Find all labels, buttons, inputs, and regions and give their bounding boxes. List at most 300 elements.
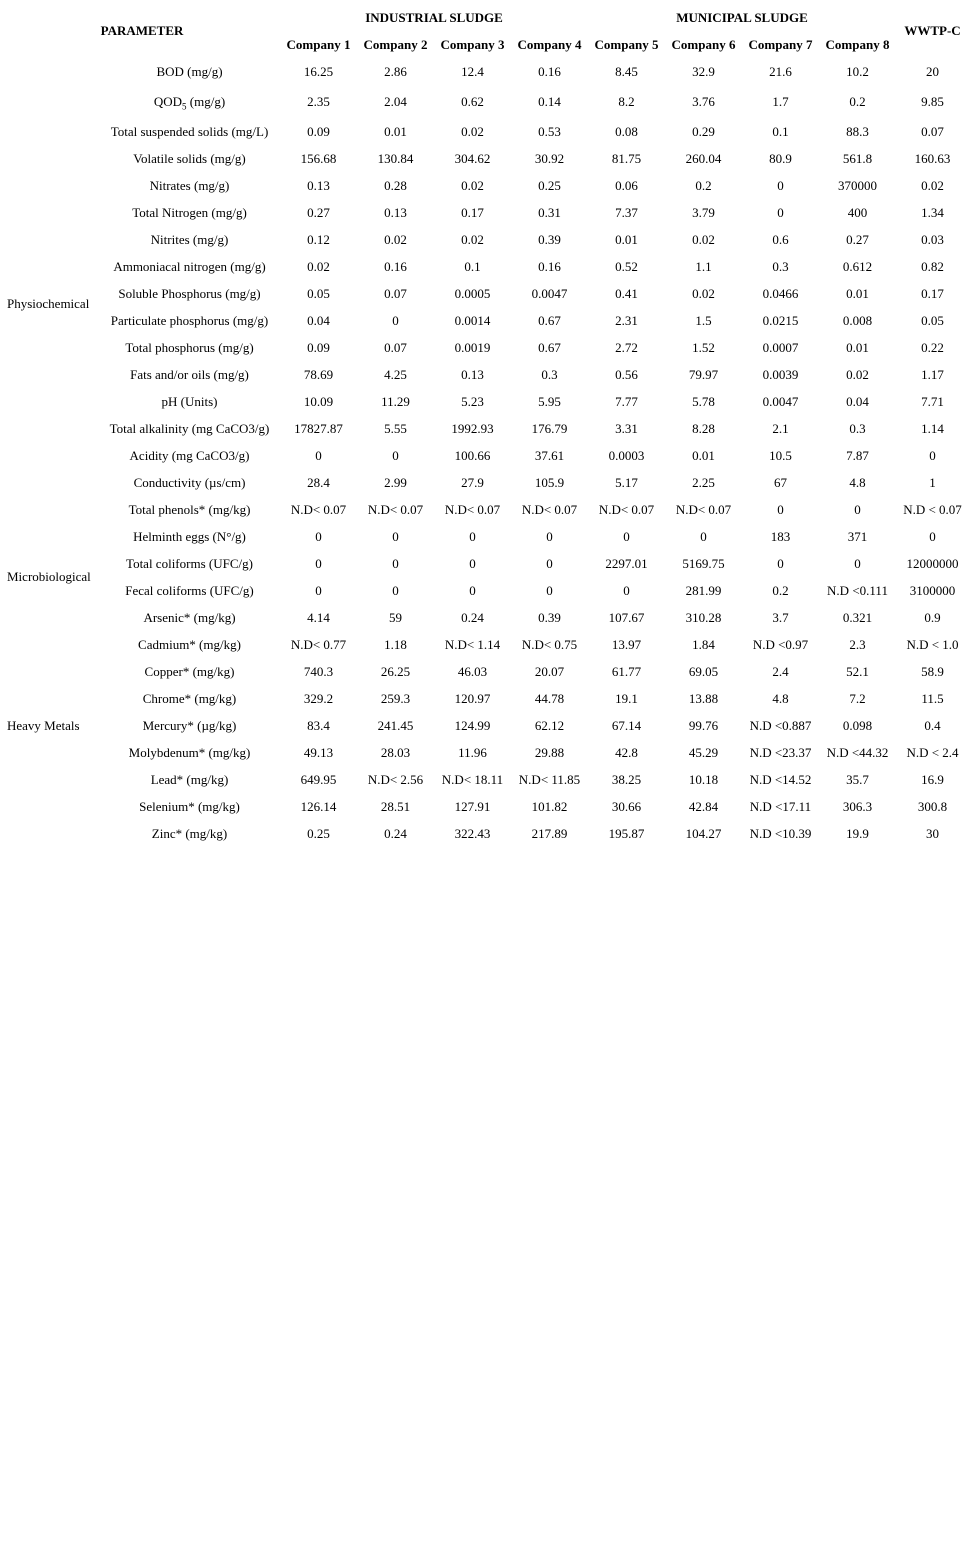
table-cell: 9.85 <box>921 93 944 109</box>
municipal-sludge-header: MUNICIPAL SLUDGE <box>676 9 808 25</box>
table-cell: 8.2 <box>618 93 635 109</box>
table-cell: 740.3 <box>303 663 334 679</box>
table-cell: 0 <box>469 528 476 544</box>
table-cell: 30.66 <box>611 798 642 814</box>
table-cell: 7.87 <box>846 447 869 463</box>
table-cell: 561.8 <box>842 150 873 166</box>
table-cell: 0.6 <box>772 231 789 247</box>
table-row <box>4 604 969 631</box>
table-cell: 0.04 <box>307 312 330 328</box>
table-cell: 28.03 <box>380 744 411 760</box>
table-cell: 0.09 <box>307 123 330 139</box>
table-cell: 13.97 <box>611 636 642 652</box>
table-body <box>4 58 969 847</box>
table-cell: 0.39 <box>538 231 561 247</box>
parameter-label: Mercury* (µg/kg) <box>142 717 237 733</box>
table-cell: 101.82 <box>531 798 568 814</box>
table-cell: 1.5 <box>695 312 712 328</box>
table-cell: 0.01 <box>846 339 869 355</box>
table-row <box>4 793 969 820</box>
table-cell: 0.321 <box>842 609 873 625</box>
table-cell: 0 <box>777 555 784 571</box>
parameter-label: Particulate phosphorus (mg/g) <box>110 312 269 328</box>
table-cell: 8.45 <box>615 63 638 79</box>
table-cell: 0 <box>392 528 399 544</box>
table-cell: 0 <box>392 582 399 598</box>
table-cell: 300.8 <box>917 798 948 814</box>
table-cell: N.D< 0.77 <box>290 636 347 652</box>
table-cell: 16.25 <box>303 63 334 79</box>
company-5-header: Company 5 <box>594 36 659 52</box>
table-cell: 2.4 <box>772 663 789 679</box>
table-cell: 0.17 <box>461 204 484 220</box>
table-cell: 217.89 <box>531 825 568 841</box>
table-row <box>4 361 969 388</box>
parameter-label: Soluble Phosphorus (mg/g) <box>118 285 261 301</box>
table-cell: 7.2 <box>849 690 866 706</box>
table-cell: 0.03 <box>921 231 944 247</box>
table-cell: 5.78 <box>692 393 715 409</box>
table-row <box>4 253 969 280</box>
table-cell: 0.0003 <box>608 447 645 463</box>
table-cell: 0.41 <box>615 285 638 301</box>
table-cell: 3100000 <box>909 582 956 598</box>
table-cell: 0.12 <box>307 231 330 247</box>
table-row <box>4 577 969 604</box>
table-cell: 81.75 <box>611 150 642 166</box>
table-cell: 59 <box>389 609 402 625</box>
parameter-label: pH (Units) <box>161 393 218 409</box>
table-cell: N.D< 0.07 <box>444 501 501 517</box>
table-cell: 0.3 <box>772 258 789 274</box>
company-8-header: Company 8 <box>825 36 890 52</box>
table-cell: 19.1 <box>615 690 638 706</box>
table-row <box>4 712 969 739</box>
table-cell: 2297.01 <box>605 555 648 571</box>
table-cell: 5.23 <box>461 393 484 409</box>
table-cell: 0.07 <box>384 285 407 301</box>
table-row <box>4 199 969 226</box>
parameter-label: Fecal coliforms (UFC/g) <box>125 582 254 598</box>
table-cell: 88.3 <box>846 123 869 139</box>
table-cell: 0 <box>700 528 707 544</box>
table-cell: 304.62 <box>454 150 491 166</box>
table-cell: 28.4 <box>307 474 330 490</box>
table-cell: 11.5 <box>921 690 944 706</box>
table-cell: 32.9 <box>692 63 715 79</box>
table-cell: 0 <box>623 582 630 598</box>
table-row <box>4 280 969 307</box>
table-cell: 2.35 <box>307 93 330 109</box>
table-cell: 0.09 <box>307 339 330 355</box>
table-cell: 0.4 <box>924 717 941 733</box>
table-cell: 0.25 <box>538 177 561 193</box>
table-cell: 20.07 <box>534 663 565 679</box>
table-cell: N.D< 18.11 <box>441 771 504 787</box>
table-cell: 1992.93 <box>451 420 494 436</box>
qod-label-unit: (mg/g) <box>186 93 226 109</box>
table-cell: 104.27 <box>685 825 722 841</box>
table-cell: 3.76 <box>692 93 715 109</box>
table-cell: 4.14 <box>307 609 330 625</box>
qod-label-main: QOD <box>153 93 183 109</box>
table-cell: 0.0007 <box>762 339 799 355</box>
table-cell: 2.31 <box>615 312 638 328</box>
parameter-label: Copper* (mg/kg) <box>144 663 235 679</box>
parameter-label: Conductivity (µs/cm) <box>133 474 246 490</box>
table-cell: 0.07 <box>384 339 407 355</box>
table-cell: 1.17 <box>921 366 944 382</box>
table-cell: 10.5 <box>769 447 792 463</box>
table-cell: 0.02 <box>921 177 944 193</box>
table-row <box>4 496 969 523</box>
table-row <box>4 307 969 334</box>
table-cell: 1.34 <box>921 204 944 220</box>
table-cell: 130.84 <box>377 150 414 166</box>
table-cell: 0.24 <box>461 609 484 625</box>
table-cell: 46.03 <box>457 663 488 679</box>
table-cell: 30 <box>926 825 939 841</box>
table-row <box>4 85 969 118</box>
table-cell: 52.1 <box>846 663 869 679</box>
table-cell: 13.88 <box>688 690 719 706</box>
table-cell: 3.31 <box>615 420 638 436</box>
category-heavy-metals: Heavy Metals <box>7 717 80 733</box>
table-row <box>4 523 969 550</box>
table-cell: 42.84 <box>688 798 719 814</box>
table-cell: 10.09 <box>303 393 334 409</box>
company-3-header: Company 3 <box>440 36 505 52</box>
table-cell: N.D < 0.07 <box>903 501 962 517</box>
parameter-header: PARAMETER <box>100 23 184 38</box>
table-cell: 0.02 <box>461 231 484 247</box>
table-row <box>4 766 969 793</box>
table-cell: 0.2 <box>772 582 789 598</box>
table-cell: 0.06 <box>615 177 638 193</box>
table-cell: 45.29 <box>688 744 719 760</box>
table-cell: 10.2 <box>846 63 869 79</box>
parameter-label: Ammoniacal nitrogen (mg/g) <box>113 258 266 274</box>
table-cell: 0.17 <box>921 285 944 301</box>
table-cell: N.D< 0.07 <box>521 501 578 517</box>
table-cell: 0.008 <box>842 312 873 328</box>
table-cell: 11.96 <box>458 744 487 760</box>
table-cell: 310.28 <box>685 609 722 625</box>
table-cell: 100.66 <box>454 447 491 463</box>
table-cell: 17827.87 <box>294 420 343 436</box>
table-cell: 183 <box>770 528 791 544</box>
table-cell: 0.16 <box>538 63 561 79</box>
table-cell: 0.02 <box>846 366 869 382</box>
table-cell: 649.95 <box>300 771 337 787</box>
company-6-header: Company 6 <box>671 36 736 52</box>
parameter-label: Total alkalinity (mg CaCO3/g) <box>109 420 270 436</box>
table-cell: 28.51 <box>380 798 411 814</box>
table-cell: 30.92 <box>534 150 565 166</box>
table-row <box>4 550 969 577</box>
table-cell: 1 <box>929 474 936 490</box>
sludge-parameter-table <box>4 4 969 847</box>
table-cell: 0.16 <box>538 258 561 274</box>
table-cell: 0.67 <box>538 312 561 328</box>
table-cell: 69.05 <box>688 663 719 679</box>
table-cell: 3.79 <box>692 204 715 220</box>
table-cell: 5.95 <box>538 393 561 409</box>
table-row <box>4 469 969 496</box>
table-cell: 0.13 <box>461 366 484 382</box>
parameter-label: Total suspended solids (mg/L) <box>110 123 269 139</box>
table-cell: 0 <box>546 528 553 544</box>
parameter-label: Nitrites (mg/g) <box>150 231 229 247</box>
table-cell: 21.6 <box>769 63 792 79</box>
table-cell: 0.02 <box>461 123 484 139</box>
table-cell: 0.0005 <box>454 285 491 301</box>
table-cell: 281.99 <box>685 582 722 598</box>
table-cell: N.D < 2.4 <box>906 744 959 760</box>
parameter-label: Selenium* (mg/kg) <box>139 798 240 814</box>
table-cell: 19.9 <box>846 825 869 841</box>
table-cell: 8.28 <box>692 420 715 436</box>
table-row <box>4 145 969 172</box>
table-cell: 0.39 <box>538 609 561 625</box>
table-cell: 0 <box>777 204 784 220</box>
table-cell: 0.01 <box>384 123 407 139</box>
table-cell: 35.7 <box>846 771 869 787</box>
table-cell: 10.18 <box>688 771 719 787</box>
table-cell: 5169.75 <box>682 555 725 571</box>
table-cell: 0 <box>392 447 399 463</box>
parameter-label: Molybdenum* (mg/kg) <box>128 744 251 760</box>
table-cell: 7.77 <box>615 393 638 409</box>
table-cell: 5.17 <box>615 474 638 490</box>
table-cell: 1.18 <box>384 636 407 652</box>
header-row-groups <box>4 4 969 31</box>
table-cell: 0.2 <box>695 177 712 193</box>
table-cell: 176.79 <box>531 420 568 436</box>
table-cell: 83.4 <box>307 717 330 733</box>
company-2-header: Company 2 <box>363 36 428 52</box>
table-cell: 259.3 <box>380 690 411 706</box>
table-cell: 0 <box>392 555 399 571</box>
table-cell: N.D< 0.07 <box>675 501 732 517</box>
table-cell: 61.77 <box>611 663 642 679</box>
table-cell: 0 <box>854 555 861 571</box>
parameter-label: Nitrates (mg/g) <box>149 177 230 193</box>
table-row <box>4 442 969 469</box>
parameter-label: Total phenols* (mg/kg) <box>128 501 251 517</box>
table-row <box>4 739 969 766</box>
table-cell: 0.0047 <box>531 285 568 301</box>
table-cell: 1.14 <box>921 420 944 436</box>
table-cell: 0.67 <box>538 339 561 355</box>
table-cell: 62.12 <box>534 717 565 733</box>
table-cell: 67.14 <box>611 717 642 733</box>
table-cell: 0 <box>929 528 936 544</box>
table-cell: 0 <box>392 312 399 328</box>
table-cell: 44.78 <box>534 690 565 706</box>
table-cell: 2.3 <box>849 636 866 652</box>
table-cell: 20 <box>926 63 939 79</box>
parameter-label: Cadmium* (mg/kg) <box>138 636 241 652</box>
table-cell: 1.84 <box>692 636 715 652</box>
wwtp-header: WWTP-C <box>904 23 961 38</box>
parameter-label: Total phosphorus (mg/g) <box>125 339 254 355</box>
table-cell: 0.01 <box>615 231 638 247</box>
table-cell: 0 <box>623 528 630 544</box>
table-row <box>4 631 969 658</box>
table-cell: 80.9 <box>769 150 792 166</box>
table-cell: 27.9 <box>461 474 484 490</box>
parameter-label: Fats and/or oils (mg/g) <box>130 366 249 382</box>
table-cell: N.D< 11.85 <box>518 771 581 787</box>
table-cell: 0.62 <box>461 93 484 109</box>
table-cell: 12.4 <box>461 63 484 79</box>
table-cell: 0.27 <box>307 204 330 220</box>
table-cell: 99.76 <box>688 717 719 733</box>
parameter-label: Chrome* (mg/kg) <box>142 690 237 706</box>
table-cell: 0.0215 <box>762 312 799 328</box>
table-cell: 0 <box>777 177 784 193</box>
table-cell: 0.31 <box>538 204 561 220</box>
parameter-label: Zinc* (mg/kg) <box>151 825 228 841</box>
table-cell: N.D< 0.75 <box>521 636 578 652</box>
table-cell: N.D <10.39 <box>749 825 812 841</box>
table-cell: 7.71 <box>921 393 944 409</box>
table-cell: 2.25 <box>692 474 715 490</box>
table-cell: 0.02 <box>692 285 715 301</box>
table-cell: 0.01 <box>692 447 715 463</box>
table-row <box>4 820 969 847</box>
table-cell: 0.02 <box>461 177 484 193</box>
table-cell: N.D <14.52 <box>749 771 812 787</box>
table-cell: 0.1 <box>772 123 789 139</box>
table-cell: 370000 <box>838 177 877 193</box>
table-cell: 0.02 <box>384 231 407 247</box>
category-microbiological: Microbiological <box>7 569 91 584</box>
table-cell: 67 <box>774 474 787 490</box>
table-cell: 0.2 <box>849 93 866 109</box>
table-cell: 329.2 <box>303 690 334 706</box>
table-cell: 0.9 <box>924 609 941 625</box>
table-cell: 0.05 <box>921 312 944 328</box>
table-row <box>4 415 969 442</box>
table-cell: 0.16 <box>384 258 407 274</box>
table-cell: 0.05 <box>307 285 330 301</box>
table-cell: N.D <23.37 <box>749 744 812 760</box>
table-cell: 1.1 <box>695 258 712 274</box>
table-cell: N.D< 1.14 <box>444 636 501 652</box>
table-cell: 0.52 <box>615 258 638 274</box>
table-cell: 42.8 <box>615 744 638 760</box>
table-cell: 2.1 <box>772 420 789 436</box>
table-cell: 241.45 <box>377 717 414 733</box>
table-row <box>4 685 969 712</box>
parameter-label: Volatile solids (mg/g) <box>133 150 246 166</box>
table-cell: N.D <44.32 <box>826 744 889 760</box>
table-cell: 2.99 <box>384 474 407 490</box>
parameter-label: Total coliforms (UFC/g) <box>126 555 253 571</box>
table-cell: 0 <box>315 447 322 463</box>
parameter-label: Acidity (mg CaCO3/g) <box>129 447 250 463</box>
table-cell: 0 <box>469 582 476 598</box>
table-cell: 195.87 <box>608 825 645 841</box>
table-cell: 3.7 <box>772 609 789 625</box>
table-row <box>4 172 969 199</box>
table-row <box>4 118 969 145</box>
table-cell: 0.02 <box>307 258 330 274</box>
table-cell: N.D< 0.07 <box>598 501 655 517</box>
table-cell: 0.24 <box>384 825 407 841</box>
table-cell: N.D <0.111 <box>827 582 888 598</box>
table-cell: 0.13 <box>307 177 330 193</box>
table-cell: 2.86 <box>384 63 407 79</box>
table-cell: 0 <box>546 555 553 571</box>
table-cell: 0.01 <box>846 285 869 301</box>
table-cell: 160.63 <box>914 150 951 166</box>
table-cell: 126.14 <box>300 798 337 814</box>
table-cell: 0.0039 <box>762 366 799 382</box>
table-cell: 1.7 <box>772 93 789 109</box>
category-physiochemical: Physiochemical <box>7 296 90 311</box>
table-cell: 0 <box>315 582 322 598</box>
table-cell: 0.0019 <box>454 339 491 355</box>
table-cell: 0.13 <box>384 204 407 220</box>
table-cell: 0.3 <box>541 366 558 382</box>
table-cell: 0.3 <box>849 420 866 436</box>
table-cell: 322.43 <box>454 825 491 841</box>
table-cell: 16.9 <box>921 771 944 787</box>
table-cell: 124.99 <box>454 717 491 733</box>
table-cell: 0 <box>315 555 322 571</box>
table-cell: 79.97 <box>688 366 719 382</box>
table-row <box>4 658 969 685</box>
parameter-label: BOD (mg/g) <box>156 63 223 79</box>
table-cell: 0.0014 <box>454 312 491 328</box>
table-cell: 306.3 <box>842 798 873 814</box>
company-1-header: Company 1 <box>286 36 351 52</box>
table-cell: 0.1 <box>464 258 481 274</box>
table-cell: N.D< 2.56 <box>367 771 424 787</box>
table-cell: 0 <box>854 501 861 517</box>
table-cell: 49.13 <box>303 744 334 760</box>
table-row <box>4 334 969 361</box>
table-row <box>4 58 969 85</box>
table-cell: 38.25 <box>611 771 642 787</box>
table-cell: 0.02 <box>692 231 715 247</box>
table-cell: 0.04 <box>846 393 869 409</box>
table-cell: 105.9 <box>534 474 565 490</box>
table-cell: 0.22 <box>921 339 944 355</box>
company-4-header: Company 4 <box>517 36 582 52</box>
parameter-label: Lead* (mg/kg) <box>150 771 229 787</box>
table-cell: 7.37 <box>615 204 638 220</box>
table-cell: 26.25 <box>380 663 411 679</box>
table-cell: 12000000 <box>906 555 959 571</box>
table-cell: 0.612 <box>842 258 873 274</box>
table-cell: 0.82 <box>921 258 944 274</box>
table-row <box>4 226 969 253</box>
industrial-sludge-header: INDUSTRIAL SLUDGE <box>365 9 503 25</box>
parameter-label: Arsenic* (mg/kg) <box>143 609 236 625</box>
table-cell: 371 <box>847 528 868 544</box>
table-cell: 0 <box>469 555 476 571</box>
table-cell: 260.04 <box>685 150 722 166</box>
table-cell: 0.56 <box>615 366 638 382</box>
parameter-label <box>99 85 280 118</box>
table-cell: 0.08 <box>615 123 638 139</box>
table-cell: 58.9 <box>921 663 944 679</box>
table-cell: 0.29 <box>692 123 715 139</box>
